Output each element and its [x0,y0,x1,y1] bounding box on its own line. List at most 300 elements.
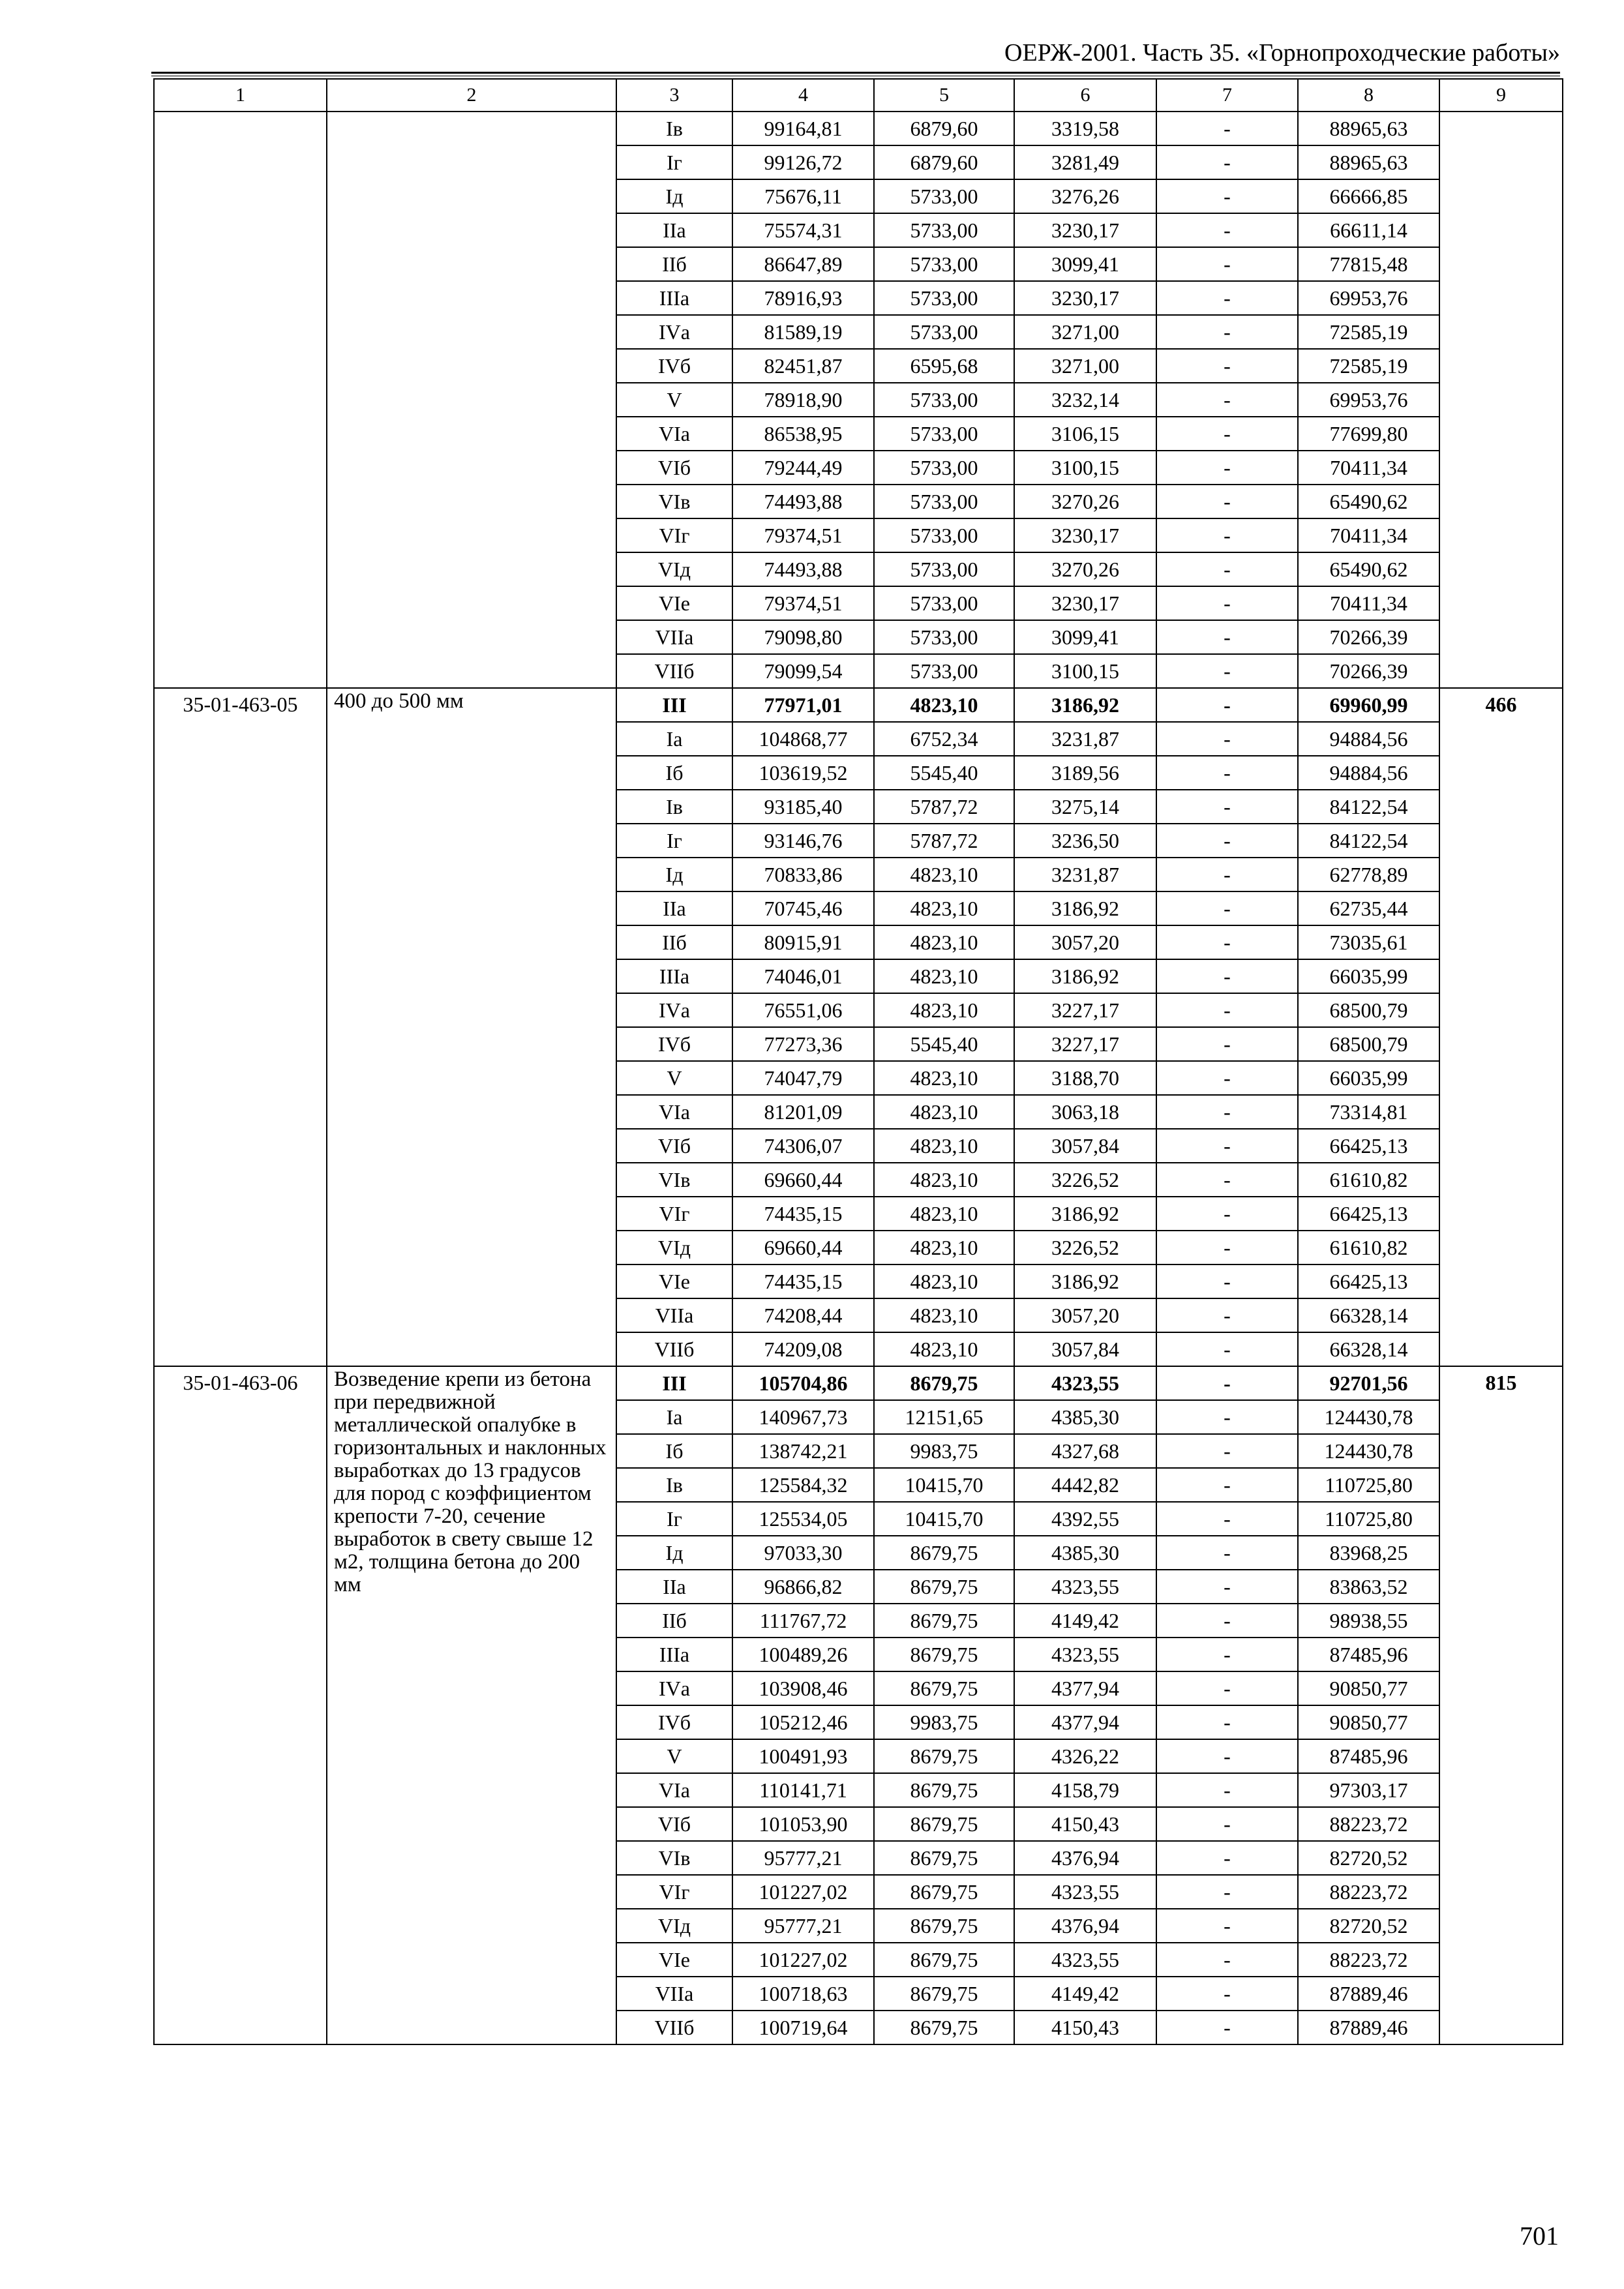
wages-cell: 5733,00 [874,247,1014,281]
materials-cost-cell: 94884,56 [1298,722,1439,756]
wages-cell: 8679,75 [874,1604,1014,1638]
total-cost-cell: 100719,64 [732,2011,874,2044]
machinist-wages-cell: - [1156,1332,1298,1366]
total-cost-cell: 74208,44 [732,1298,874,1332]
zone-category-cell: VIIб [616,1332,732,1366]
wages-cell: 4823,10 [874,1163,1014,1197]
materials-cost-cell: 124430,78 [1298,1400,1439,1434]
materials-cost-cell: 70266,39 [1298,620,1439,654]
rate-code-cell: 35-01-463-05 [154,688,327,1366]
zone-category-cell: IVа [616,993,732,1027]
machine-cost-cell: 3227,17 [1014,993,1156,1027]
zone-category-cell: VIг [616,1197,732,1231]
zone-category-cell: IVб [616,1027,732,1061]
materials-cost-cell: 72585,19 [1298,349,1439,383]
wages-cell: 8679,75 [874,1671,1014,1705]
total-cost-cell: 96866,82 [732,1570,874,1604]
machinist-wages-cell: - [1156,654,1298,688]
materials-cost-cell: 88223,72 [1298,1807,1439,1841]
total-cost-cell: 78916,93 [732,281,874,315]
total-cost-cell: 111767,72 [732,1604,874,1638]
wages-cell: 5545,40 [874,756,1014,790]
machinist-wages-cell: - [1156,281,1298,315]
wages-cell: 5733,00 [874,586,1014,620]
machine-cost-cell: 4323,55 [1014,1638,1156,1671]
work-description-cell: 400 до 500 мм [327,688,616,1366]
zone-category-cell: VIе [616,1264,732,1298]
zone-category-cell: IIа [616,213,732,247]
wages-cell: 4823,10 [874,1095,1014,1129]
total-cost-cell: 86538,95 [732,417,874,451]
materials-cost-cell: 84122,54 [1298,824,1439,858]
machinist-wages-cell: - [1156,1129,1298,1163]
machinist-wages-cell: - [1156,1943,1298,1977]
machinist-wages-cell: - [1156,959,1298,993]
materials-cost-cell: 66035,99 [1298,959,1439,993]
zone-category-cell: VIIб [616,654,732,688]
machine-cost-cell: 3226,52 [1014,1163,1156,1197]
rates-table [153,78,1563,2045]
machine-cost-cell: 3319,58 [1014,112,1156,145]
zone-category-cell: Iв [616,112,732,145]
materials-cost-cell: 92701,56 [1298,1366,1439,1400]
table-row [154,1366,1563,1400]
zone-category-cell: Iб [616,756,732,790]
materials-cost-cell: 77815,48 [1298,247,1439,281]
machinist-wages-cell: - [1156,1163,1298,1197]
total-cost-cell: 78918,90 [732,383,874,417]
wages-cell: 8679,75 [874,1875,1014,1909]
total-cost-cell: 125584,32 [732,1468,874,1502]
wages-cell: 4823,10 [874,925,1014,959]
zone-category-cell: IIб [616,1604,732,1638]
machine-cost-cell: 4377,94 [1014,1705,1156,1739]
wages-cell: 8679,75 [874,1638,1014,1671]
rate-code-cell [154,112,327,688]
zone-category-cell: VIв [616,1841,732,1875]
machine-cost-cell: 3189,56 [1014,756,1156,790]
zone-category-cell: VIв [616,485,732,518]
machinist-wages-cell: - [1156,586,1298,620]
materials-cost-cell: 70411,34 [1298,518,1439,552]
total-cost-cell: 95777,21 [732,1841,874,1875]
total-cost-cell: 101227,02 [732,1943,874,1977]
machinist-wages-cell: - [1156,213,1298,247]
materials-cost-cell: 87485,96 [1298,1739,1439,1773]
machinist-wages-cell: - [1156,1264,1298,1298]
materials-cost-cell: 68500,79 [1298,1027,1439,1061]
wages-cell: 4823,10 [874,1231,1014,1264]
total-cost-cell: 138742,21 [732,1434,874,1468]
materials-cost-cell: 61610,82 [1298,1163,1439,1197]
wages-cell: 8679,75 [874,1366,1014,1400]
materials-cost-cell: 88223,72 [1298,1943,1439,1977]
total-cost-cell: 100489,26 [732,1638,874,1671]
machinist-wages-cell: - [1156,1773,1298,1807]
work-description-cell: Возведение крепи из бетона при передвижной металлической опалубке в горизонтальных и наклонных выработках до 13 градусов для пород с коэффициентом крепости 7-20, сечение выработок в свету свыше 12 м2, толщина бетона до 200 мм [327,1366,616,2044]
machine-cost-cell: 4323,55 [1014,1875,1156,1909]
machinist-wages-cell: - [1156,315,1298,349]
wages-cell: 10415,70 [874,1502,1014,1536]
machine-cost-cell: 3270,26 [1014,552,1156,586]
machine-cost-cell: 4376,94 [1014,1909,1156,1943]
machine-cost-cell: 4392,55 [1014,1502,1156,1536]
wages-cell: 4823,10 [874,959,1014,993]
wages-cell: 4823,10 [874,1061,1014,1095]
machine-cost-cell: 3226,52 [1014,1231,1156,1264]
machine-cost-cell: 3230,17 [1014,213,1156,247]
materials-cost-cell: 66328,14 [1298,1332,1439,1366]
wages-cell: 8679,75 [874,1977,1014,2011]
zone-category-cell: VIIб [616,2011,732,2044]
machinist-wages-cell: - [1156,1604,1298,1638]
machine-cost-cell: 3099,41 [1014,247,1156,281]
materials-cost-cell: 62735,44 [1298,891,1439,925]
total-cost-cell: 79374,51 [732,586,874,620]
materials-cost-cell: 87889,46 [1298,1977,1439,2011]
wages-cell: 5733,00 [874,620,1014,654]
machinist-wages-cell: - [1156,1807,1298,1841]
wages-cell: 5733,00 [874,179,1014,213]
total-cost-cell: 110141,71 [732,1773,874,1807]
machine-cost-cell: 3186,92 [1014,688,1156,722]
materials-cost-cell: 70266,39 [1298,654,1439,688]
wages-cell: 8679,75 [874,2011,1014,2044]
machine-cost-cell: 3236,50 [1014,824,1156,858]
wages-cell: 9983,75 [874,1705,1014,1739]
zone-category-cell: III [616,1366,732,1400]
machinist-wages-cell: - [1156,179,1298,213]
wages-cell: 6879,60 [874,112,1014,145]
machinist-wages-cell: - [1156,485,1298,518]
header-rule [151,72,1560,76]
machinist-wages-cell: - [1156,383,1298,417]
zone-category-cell: VIг [616,518,732,552]
materials-cost-cell: 66425,13 [1298,1197,1439,1231]
total-cost-cell: 69660,44 [732,1231,874,1264]
wages-cell: 5733,00 [874,213,1014,247]
machinist-wages-cell: - [1156,1468,1298,1502]
machine-cost-cell: 4150,43 [1014,2011,1156,2044]
zone-category-cell: IVа [616,1671,732,1705]
machinist-wages-cell: - [1156,417,1298,451]
column-number: 5 [874,79,1014,112]
wages-cell: 5733,00 [874,518,1014,552]
materials-cost-cell: 66328,14 [1298,1298,1439,1332]
machine-cost-cell: 4158,79 [1014,1773,1156,1807]
work-description-cell [327,112,616,688]
machine-cost-cell: 4442,82 [1014,1468,1156,1502]
total-cost-cell: 77273,36 [732,1027,874,1061]
machinist-wages-cell: - [1156,112,1298,145]
zone-category-cell: VIа [616,1095,732,1129]
materials-cost-cell: 69960,99 [1298,688,1439,722]
machinist-wages-cell: - [1156,1400,1298,1434]
column-number: 1 [154,79,327,112]
machine-cost-cell: 3186,92 [1014,891,1156,925]
wages-cell: 8679,75 [874,1841,1014,1875]
materials-cost-cell: 66666,85 [1298,179,1439,213]
zone-category-cell: VIв [616,1163,732,1197]
materials-cost-cell: 124430,78 [1298,1434,1439,1468]
machine-cost-cell: 3100,15 [1014,451,1156,485]
wages-cell: 5733,00 [874,281,1014,315]
total-cost-cell: 75574,31 [732,213,874,247]
machinist-wages-cell: - [1156,1841,1298,1875]
zone-category-cell: IIб [616,247,732,281]
total-cost-cell: 74435,15 [732,1197,874,1231]
total-cost-cell: 140967,73 [732,1400,874,1434]
machinist-wages-cell: - [1156,1095,1298,1129]
machine-cost-cell: 3281,49 [1014,145,1156,179]
machine-cost-cell: 4326,22 [1014,1739,1156,1773]
labor-cost-cell [1439,112,1563,688]
column-number: 4 [732,79,874,112]
materials-cost-cell: 98938,55 [1298,1604,1439,1638]
machine-cost-cell: 3232,14 [1014,383,1156,417]
materials-cost-cell: 62778,89 [1298,858,1439,891]
machinist-wages-cell: - [1156,925,1298,959]
wages-cell: 4823,10 [874,993,1014,1027]
machinist-wages-cell: - [1156,858,1298,891]
zone-category-cell: V [616,1739,732,1773]
machinist-wages-cell: - [1156,1298,1298,1332]
zone-category-cell: IIа [616,1570,732,1604]
zone-category-cell: V [616,383,732,417]
zone-category-cell: IVб [616,349,732,383]
total-cost-cell: 80915,91 [732,925,874,959]
machinist-wages-cell: - [1156,349,1298,383]
wages-cell: 8679,75 [874,1909,1014,1943]
zone-category-cell: VIIа [616,1977,732,2011]
column-number: 3 [616,79,732,112]
total-cost-cell: 97033,30 [732,1536,874,1570]
zone-category-cell: III [616,688,732,722]
wages-cell: 6879,60 [874,145,1014,179]
wages-cell: 5733,00 [874,654,1014,688]
materials-cost-cell: 66611,14 [1298,213,1439,247]
wages-cell: 5545,40 [874,1027,1014,1061]
wages-cell: 5733,00 [874,315,1014,349]
machinist-wages-cell: - [1156,1909,1298,1943]
machine-cost-cell: 3057,20 [1014,1298,1156,1332]
machine-cost-cell: 4323,55 [1014,1570,1156,1604]
machine-cost-cell: 4323,55 [1014,1943,1156,1977]
zone-category-cell: IIIа [616,281,732,315]
column-number: 7 [1156,79,1298,112]
wages-cell: 5733,00 [874,552,1014,586]
machinist-wages-cell: - [1156,1434,1298,1468]
materials-cost-cell: 77699,80 [1298,417,1439,451]
machine-cost-cell: 4323,55 [1014,1366,1156,1400]
materials-cost-cell: 88965,63 [1298,145,1439,179]
zone-category-cell: Iв [616,790,732,824]
machine-cost-cell: 4327,68 [1014,1434,1156,1468]
machinist-wages-cell: - [1156,145,1298,179]
machinist-wages-cell: - [1156,247,1298,281]
machinist-wages-cell: - [1156,1197,1298,1231]
materials-cost-cell: 72585,19 [1298,315,1439,349]
machinist-wages-cell: - [1156,1536,1298,1570]
machinist-wages-cell: - [1156,1977,1298,2011]
column-number: 8 [1298,79,1439,112]
machine-cost-cell: 3106,15 [1014,417,1156,451]
machinist-wages-cell: - [1156,756,1298,790]
zone-category-cell: Iб [616,1434,732,1468]
wages-cell: 8679,75 [874,1739,1014,1773]
machinist-wages-cell: - [1156,451,1298,485]
machinist-wages-cell: - [1156,552,1298,586]
materials-cost-cell: 69953,76 [1298,383,1439,417]
machine-cost-cell: 3057,20 [1014,925,1156,959]
wages-cell: 8679,75 [874,1536,1014,1570]
materials-cost-cell: 68500,79 [1298,993,1439,1027]
total-cost-cell: 74046,01 [732,959,874,993]
zone-category-cell: VIIа [616,620,732,654]
materials-cost-cell: 88223,72 [1298,1875,1439,1909]
machinist-wages-cell: - [1156,993,1298,1027]
rate-code-cell: 35-01-463-06 [154,1366,327,2044]
machine-cost-cell: 3275,14 [1014,790,1156,824]
wages-cell: 5787,72 [874,790,1014,824]
total-cost-cell: 74493,88 [732,552,874,586]
machine-cost-cell: 3188,70 [1014,1061,1156,1095]
labor-cost-cell: 466 [1439,688,1563,1366]
machine-cost-cell: 3230,17 [1014,518,1156,552]
zone-category-cell: Iд [616,858,732,891]
zone-category-cell: VIб [616,1129,732,1163]
total-cost-cell: 74047,79 [732,1061,874,1095]
wages-cell: 5733,00 [874,451,1014,485]
wages-cell: 4823,10 [874,1264,1014,1298]
zone-category-cell: Iг [616,145,732,179]
zone-category-cell: VIд [616,1231,732,1264]
column-number: 2 [327,79,616,112]
machine-cost-cell: 4385,30 [1014,1536,1156,1570]
materials-cost-cell: 83863,52 [1298,1570,1439,1604]
zone-category-cell: Iа [616,1400,732,1434]
wages-cell: 8679,75 [874,1807,1014,1841]
materials-cost-cell: 82720,52 [1298,1841,1439,1875]
materials-cost-cell: 70411,34 [1298,451,1439,485]
materials-cost-cell: 65490,62 [1298,552,1439,586]
machine-cost-cell: 3227,17 [1014,1027,1156,1061]
machinist-wages-cell: - [1156,688,1298,722]
machine-cost-cell: 3099,41 [1014,620,1156,654]
materials-cost-cell: 82720,52 [1298,1909,1439,1943]
zone-category-cell: IVа [616,315,732,349]
zone-category-cell: VIд [616,1909,732,1943]
zone-category-cell: VIа [616,1773,732,1807]
total-cost-cell: 76551,06 [732,993,874,1027]
machine-cost-cell: 3230,17 [1014,281,1156,315]
zone-category-cell: Iд [616,179,732,213]
materials-cost-cell: 97303,17 [1298,1773,1439,1807]
materials-cost-cell: 84122,54 [1298,790,1439,824]
materials-cost-cell: 90850,77 [1298,1705,1439,1739]
machine-cost-cell: 3271,00 [1014,315,1156,349]
materials-cost-cell: 73035,61 [1298,925,1439,959]
zone-category-cell: IVб [616,1705,732,1739]
total-cost-cell: 125534,05 [732,1502,874,1536]
total-cost-cell: 74493,88 [732,485,874,518]
zone-category-cell: VIд [616,552,732,586]
total-cost-cell: 81589,19 [732,315,874,349]
machine-cost-cell: 3276,26 [1014,179,1156,213]
machine-cost-cell: 3057,84 [1014,1332,1156,1366]
wages-cell: 8679,75 [874,1773,1014,1807]
machine-cost-cell: 3231,87 [1014,858,1156,891]
wages-cell: 8679,75 [874,1570,1014,1604]
column-number-row [154,79,1563,112]
wages-cell: 9983,75 [874,1434,1014,1468]
materials-cost-cell: 87889,46 [1298,2011,1439,2044]
machine-cost-cell: 3100,15 [1014,654,1156,688]
wages-cell: 6595,68 [874,349,1014,383]
zone-category-cell: Iв [616,1468,732,1502]
zone-category-cell: IIIа [616,1638,732,1671]
running-header: ОЕРЖ-2001. Часть 35. «Горнопроходческие работы» [1004,39,1560,67]
machine-cost-cell: 3186,92 [1014,959,1156,993]
materials-cost-cell: 83968,25 [1298,1536,1439,1570]
materials-cost-cell: 70411,34 [1298,586,1439,620]
wages-cell: 5733,00 [874,485,1014,518]
wages-cell: 4823,10 [874,1332,1014,1366]
machine-cost-cell: 3057,84 [1014,1129,1156,1163]
machinist-wages-cell: - [1156,1671,1298,1705]
table-row [154,688,1563,722]
machinist-wages-cell: - [1156,1875,1298,1909]
machinist-wages-cell: - [1156,1705,1298,1739]
materials-cost-cell: 94884,56 [1298,756,1439,790]
total-cost-cell: 75676,11 [732,179,874,213]
machine-cost-cell: 4377,94 [1014,1671,1156,1705]
machine-cost-cell: 4149,42 [1014,1977,1156,2011]
total-cost-cell: 100491,93 [732,1739,874,1773]
total-cost-cell: 99126,72 [732,145,874,179]
materials-cost-cell: 66035,99 [1298,1061,1439,1095]
total-cost-cell: 101053,90 [732,1807,874,1841]
total-cost-cell: 101227,02 [732,1875,874,1909]
total-cost-cell: 105704,86 [732,1366,874,1400]
total-cost-cell: 104868,77 [732,722,874,756]
labor-cost-cell: 815 [1439,1366,1563,2044]
total-cost-cell: 103908,46 [732,1671,874,1705]
total-cost-cell: 74435,15 [732,1264,874,1298]
zone-category-cell: VIб [616,451,732,485]
total-cost-cell: 79244,49 [732,451,874,485]
wages-cell: 4823,10 [874,858,1014,891]
zone-category-cell: IIIа [616,959,732,993]
machinist-wages-cell: - [1156,620,1298,654]
materials-cost-cell: 110725,80 [1298,1502,1439,1536]
zone-category-cell: Iа [616,722,732,756]
table-row [154,112,1563,145]
machine-cost-cell: 3063,18 [1014,1095,1156,1129]
zone-category-cell: VIе [616,1943,732,1977]
total-cost-cell: 93185,40 [732,790,874,824]
materials-cost-cell: 66425,13 [1298,1129,1439,1163]
machinist-wages-cell: - [1156,2011,1298,2044]
machine-cost-cell: 3231,87 [1014,722,1156,756]
machinist-wages-cell: - [1156,824,1298,858]
machinist-wages-cell: - [1156,518,1298,552]
materials-cost-cell: 87485,96 [1298,1638,1439,1671]
total-cost-cell: 77971,01 [732,688,874,722]
total-cost-cell: 95777,21 [732,1909,874,1943]
total-cost-cell: 103619,52 [732,756,874,790]
zone-category-cell: VIе [616,586,732,620]
